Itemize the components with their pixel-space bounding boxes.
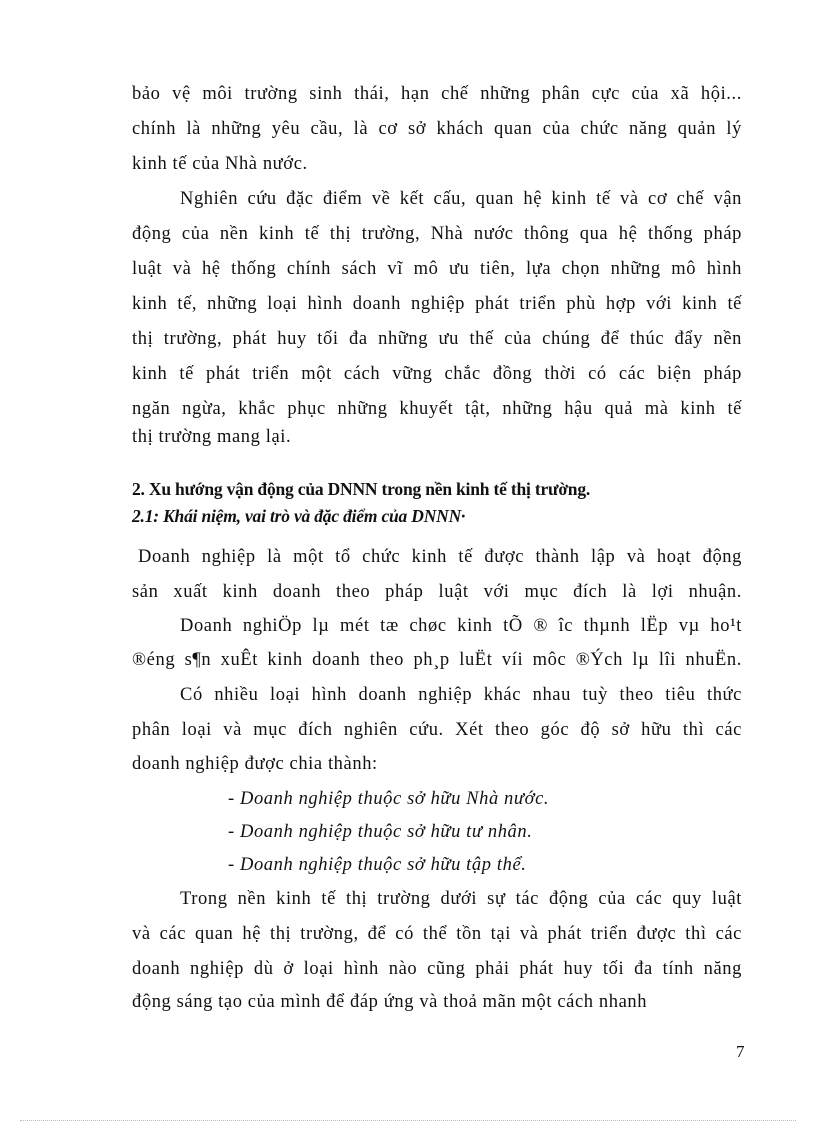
page-bottom-divider <box>20 1120 796 1121</box>
body-text-line: Có nhiều loại hình doanh nghiệp khác nhau tuỳ theo tiêu thức <box>180 685 742 705</box>
body-text-line: động sáng tạo của mình để đáp ứng và thoả mãn một cách nhanh <box>132 992 648 1012</box>
body-text-line: luật và hệ thống chính sách vĩ mô ưu tiên, lựa chọn những mô hình <box>132 259 742 279</box>
body-text-line: thị trường, phát huy tối đa những ưu thế của chúng để thúc đẩy nền <box>132 329 742 349</box>
list-item: - Doanh nghiệp thuộc sở hữu Nhà nước. <box>228 789 550 809</box>
body-text-line: và các quan hệ thị trường, để có thể tồn tại và phát triển được thì các <box>132 924 742 944</box>
body-text-line: phân loại và mục đích nghiên cứu. Xét theo góc độ sở hữu thì các <box>132 720 742 740</box>
list-item: - Doanh nghiệp thuộc sở hữu tập thể. <box>228 855 527 875</box>
body-text-line: chính là những yêu cầu, là cơ sở khách quan của chức năng quản lý <box>132 119 742 139</box>
garbled-text-line: Doanh nghiÖp lµ mét tæ chøc kinh tÕ ® îc thµnh lËp vµ ho¹t <box>180 616 742 636</box>
body-text-line: kinh tế, những loại hình doanh nghiệp phát triển phù hợp với kinh tế <box>132 294 742 314</box>
body-text-line: kinh tế phát triển một cách vững chắc đồng thời có các biện pháp <box>132 364 742 384</box>
subsection-heading: 2.1: Khái niệm, vai trò và đặc điểm của DNNN· <box>132 506 466 526</box>
body-text-line: doanh nghiệp được chia thành: <box>132 754 378 774</box>
body-text-line: thị trường mang lại. <box>132 427 292 447</box>
body-text-line: Nghiên cứu đặc điểm về kết cấu, quan hệ kinh tế và cơ chế vận <box>180 189 742 209</box>
section-heading: 2. Xu hướng vận động của DNNN trong nền kinh tế thị trường. <box>132 479 591 499</box>
body-text-line: Doanh nghiệp là một tổ chức kinh tế được thành lập và hoạt động <box>138 547 742 567</box>
body-text-line: động của nền kinh tế thị trường, Nhà nước thông qua hệ thống pháp <box>132 224 742 244</box>
body-text-line: bảo vệ môi trường sinh thái, hạn chế những phân cực của xã hội... <box>132 84 742 104</box>
page-number: 7 <box>736 1042 745 1061</box>
body-text-line: Trong nền kinh tế thị trường dưới sự tác động của các quy luật <box>180 889 742 909</box>
body-text-line: sản xuất kinh doanh theo pháp luật với mục đích là lợi nhuận. <box>132 582 742 602</box>
body-text-line: kinh tế của Nhà nước. <box>132 154 308 174</box>
garbled-text-line: ®éng s¶n xuÊt kinh doanh theo ph¸p luËt víi môc ®Ých lµ lîi nhuËn. <box>132 650 742 670</box>
body-text-line: ngăn ngừa, khắc phục những khuyết tật, những hậu quả mà kinh tế <box>132 399 742 419</box>
list-item: - Doanh nghiệp thuộc sở hữu tư nhân. <box>228 822 533 842</box>
body-text-line: doanh nghiệp dù ở loại hình nào cũng phải phát huy tối đa tính năng <box>132 959 742 979</box>
